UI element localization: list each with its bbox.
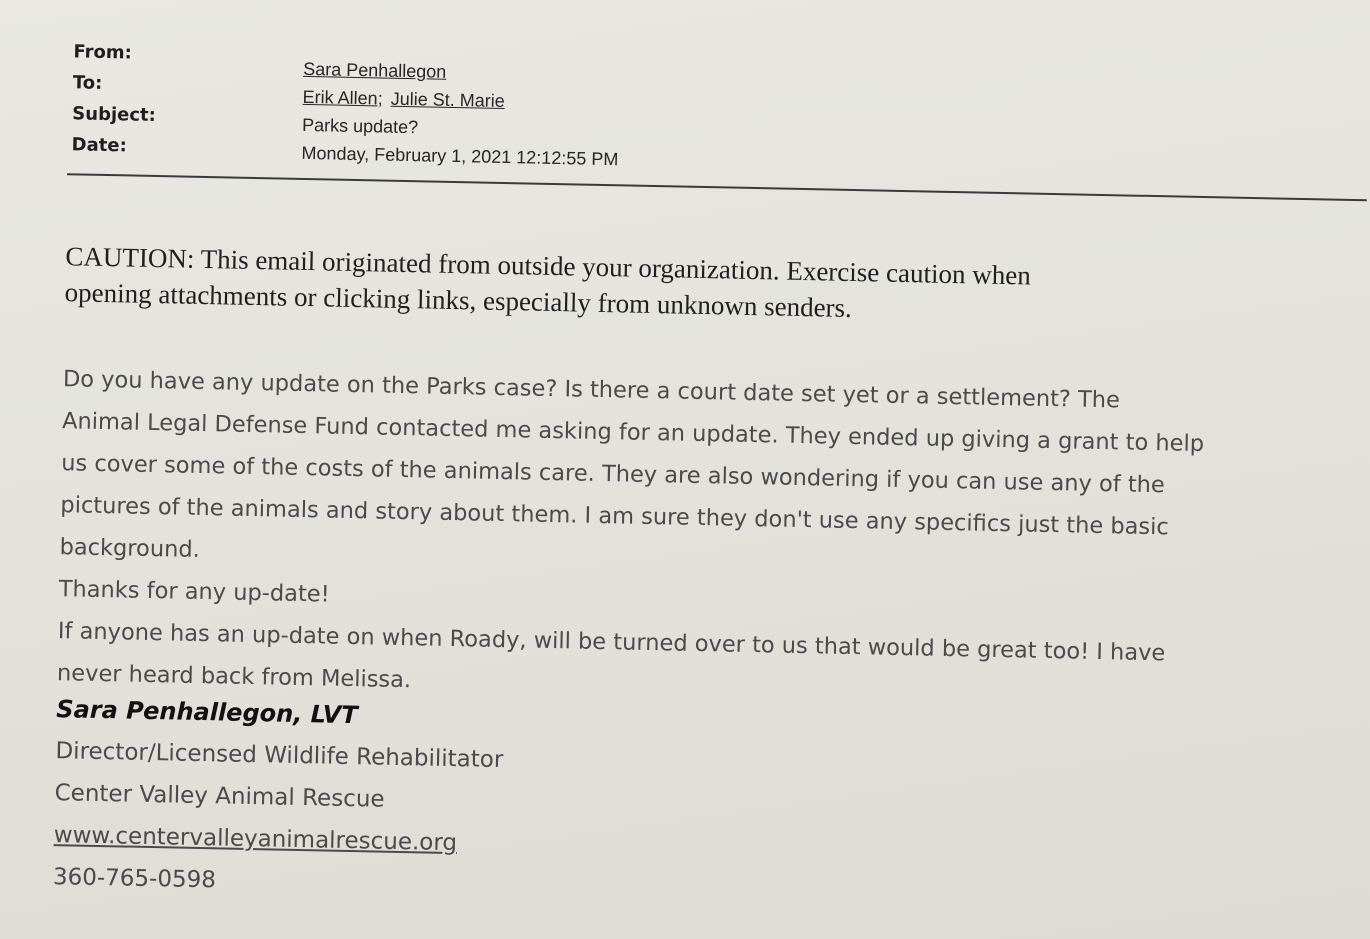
email-header	[55, 28, 1370, 204]
signature-org: Center Valley Animal Rescue	[54, 780, 385, 813]
caution-line-2: opening attachments or clicking links, especially from unknown senders.	[64, 277, 853, 323]
to-recipient-1: Erik Allen;	[302, 86, 383, 109]
email-printout	[52, 28, 1370, 894]
signature-name: Sara Penhallegon, LVT	[56, 695, 358, 730]
to-label: To:	[72, 72, 103, 94]
date-label: Date:	[71, 134, 127, 157]
caution-line-1: CAUTION: This email originated from outside your organization. Exercise caution when	[65, 241, 1032, 291]
body-line: us cover some of the costs of the animals care. They are also wondering if you can use any of the	[61, 450, 1166, 499]
signature-block	[53, 688, 505, 907]
to-recipient-2: Julie St. Marie	[390, 88, 505, 111]
body-line: Thanks for any up-date!	[58, 576, 330, 608]
from-value: Sara Penhallegon	[303, 58, 447, 82]
header-values	[301, 55, 620, 173]
body-line: background.	[59, 534, 201, 563]
date-value: Monday, February 1, 2021 12:12:55 PM	[301, 142, 619, 170]
body-line: Animal Legal Defense Fund contacted me asking for an update. They ended up giving a grant to help	[61, 408, 1205, 458]
body-line: Do you have any update on the Parks case? Is there a court date set yet or a settlement? The	[62, 366, 1121, 414]
body-line: If anyone has an up-date on when Roady, will be turned over to us that would be great too! I have	[57, 618, 1166, 667]
header-divider	[67, 173, 1367, 201]
body-line: pictures of the animals and story about them. I am sure they don't use any specifics just the basic	[60, 492, 1170, 541]
email-body	[57, 358, 1363, 720]
subject-label: Subject:	[72, 103, 156, 126]
signature-phone: 360-765-0598	[52, 864, 217, 894]
header-labels	[71, 36, 157, 162]
body-line: never heard back from Melissa.	[56, 660, 412, 694]
signature-title: Director/Licensed Wildlife Rehabilitator	[55, 738, 504, 774]
from-label: From:	[73, 41, 133, 64]
caution-banner	[64, 238, 1315, 335]
subject-value: Parks update?	[301, 114, 419, 138]
signature-website-link[interactable]: www.centervalleyanimalrescue.org	[53, 822, 458, 857]
